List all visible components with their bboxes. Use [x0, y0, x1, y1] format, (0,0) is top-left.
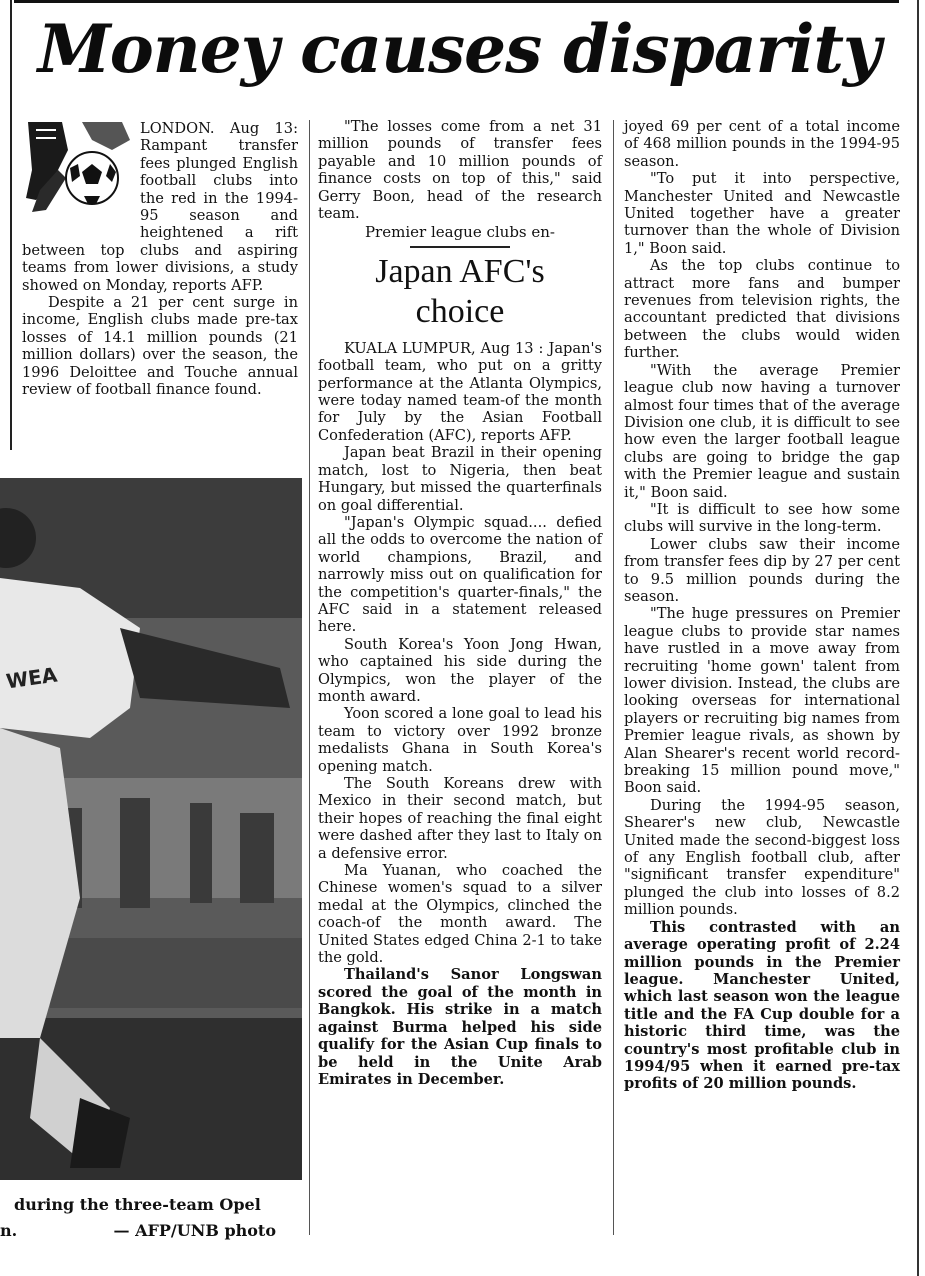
football-boot-icon — [22, 120, 130, 218]
article-paragraph: "Japan's Olympic squad.... defied all the odds to overcome the nation of world champions, Brazil, and narrowly miss out on qualification for the competition's quarter-finals," the AFC said in a statement released here. — [318, 513, 602, 636]
article-column-1 — [22, 120, 298, 399]
photo-credit: — AFP/UNB photo — [113, 1221, 276, 1240]
subheadline-line: choice — [415, 292, 505, 330]
column-rule — [309, 120, 310, 1235]
article-paragraph: Lower clubs saw their income from transfer fees dip by 27 per cent to 9.5 million pounds during the season. — [624, 535, 900, 605]
football-thumbnail — [22, 120, 140, 228]
caption-fragment: n. — [0, 1221, 18, 1240]
article-paragraph: During the 1994-95 season, Shearer's new club, Newcastle United made the second-biggest loss of any English football club, after "significant transfer expenditure" plunged the club into losses of 8.2 million pounds. — [624, 796, 900, 919]
match-photo — [0, 478, 302, 1180]
caption-line-2 — [0, 1218, 302, 1244]
article-paragraph: The South Koreans drew with Mexico in their second match, but their hopes of reaching the final eight were dashed after they last to Italy on a defensive error. — [318, 775, 602, 862]
article-paragraph: Yoon scored a lone goal to lead his team to victory over 1992 bronze medalists Ghana in South Korea's opening match. — [318, 705, 602, 775]
headline: Money causes disparity — [37, 10, 881, 88]
article-column-3 — [624, 118, 900, 1093]
article-paragraph: Japan beat Brazil in their opening match, lost to Nigeria, then beat Hungary, but missed the quarterfinals on goal differential. — [318, 444, 602, 514]
article-paragraph: "The losses come from a net 31 million pounds of transfer fees payable and 10 million pounds of finance costs on top of this," said Gerry Boon, head of the research team. — [318, 118, 602, 223]
article-paragraph: "The huge pressures on Premier league clubs to provide star names have rustled in a move away from recruiting 'home gown' talent from lower division. Instead, the clubs are looking overseas for international players or recruiting big names from Premier league rivals, as shown by Alan Shearer's recent world record-breaking 15 million pound move," Boon said. — [624, 605, 900, 797]
article-continuation: Premier league clubs en- — [364, 223, 556, 242]
article-paragraph: "With the average Premier league club now having a turnover almost four times that of the average Division one club, it is difficult to see how even the larger football league clubs are going to bridge the gap with the Premier league and sustain it," Boon said. — [624, 361, 900, 501]
article-column-2 — [318, 118, 602, 1088]
footballer-photo-image — [0, 478, 302, 1180]
right-page-rule — [917, 0, 919, 1276]
article-paragraph: LONDON. Aug 13: Rampant transfer fees plunged English football clubs into the red in the 1994-95 season and heightened a rift between top clubs and aspiring teams from lower divisions, a study showed on Monday, reports AFP. — [22, 120, 298, 294]
subhead-rule — [410, 246, 510, 248]
article-paragraph: "It is difficult to see how some clubs will survive in the long-term. — [624, 500, 900, 536]
article-paragraph: Ma Yuanan, who coached the Chinese women's squad to a silver medal at the Olympics, clinched the coach-of the month award. The United States edged China 2-1 to take the gold. — [318, 862, 602, 967]
article-paragraph: South Korea's Yoon Jong Hwan, who captained his side during the Olympics, won the player of the month award. — [318, 635, 602, 705]
left-column-rule — [10, 0, 12, 450]
article-paragraph: "To put it into perspective, Manchester United and Newcastle United together have a greater turnover than the whole of Division 1," Boon said. — [624, 170, 900, 257]
article-paragraph: This contrasted with an average operating profit of 2.24 million pounds in the Premier league. Manchester United, which last season won the league title and the FA Cup double for a historic third time, was the country's most profitable club in 1994/95 when it earned pre-tax profits of 20 million pounds. — [624, 918, 900, 1093]
article-paragraph: joyed 69 per cent of a total income of 468 million pounds in the 1994-95 season. — [624, 118, 900, 170]
column-rule — [613, 120, 614, 1235]
article-paragraph: KUALA LUMPUR, Aug 13 : Japan's football team, who put on a gritty performance at the Atlanta Olympics, were today named team-of the month for July by the Asian Football Confederation (AFC), reports AFP. — [318, 339, 602, 444]
photo-caption — [0, 1192, 302, 1244]
article-paragraph: As the top clubs continue to attract more fans and bumper revenues from television rights, the accountant predicted that divisions between the clubs would widen further. — [624, 257, 900, 362]
jersey-text: WEA — [4, 662, 59, 694]
caption-line: during the three-team Opel — [14, 1195, 261, 1214]
article-paragraph: Thailand's Sanor Longswan scored the goal of the month in Bangkok. His strike in a match against Burma helped his side qualify for the Asian Cup finals to be held in the Unite Arab Emirates in December. — [318, 966, 602, 1088]
article-paragraph: Despite a 21 per cent surge in income, English clubs made pre-tax losses of 14.1 million pounds (21 million dollars) over the season, the 1996 Deloittee and Touche annual review of football finance found. — [22, 294, 298, 399]
top-rule — [14, 0, 899, 3]
subheadline-line: Japan AFC's — [375, 252, 545, 290]
subheadline — [318, 252, 602, 332]
